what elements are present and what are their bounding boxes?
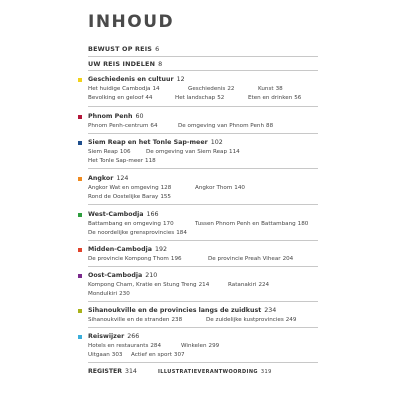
chapter-title: Sihanoukville en de provincies langs de zuidkust 234 xyxy=(88,307,277,314)
sub-entry[interactable]: Bevolking en geloof 44 xyxy=(88,95,153,101)
sub-entry[interactable]: Actief en sport 307 xyxy=(131,352,185,358)
chapter-color-marker xyxy=(78,78,82,82)
sub-entry[interactable]: Ratanakiri 224 xyxy=(228,282,270,288)
divider xyxy=(88,133,318,134)
sub-entry[interactable]: Het Tonle Sap-meer 118 xyxy=(88,158,156,164)
register-entry[interactable]: REGISTER 314 xyxy=(88,368,137,375)
sub-entry[interactable]: De provincie Preah Vihear 204 xyxy=(208,256,294,262)
sub-entry[interactable]: Eten en drinken 56 xyxy=(248,95,302,101)
toc-entry-bewust-op-reis[interactable] xyxy=(88,45,159,53)
chapter-title: West-Cambodja 166 xyxy=(88,211,159,218)
chapter-title: Geschiedenis en cultuur 12 xyxy=(88,76,185,83)
toc-entry-uw-reis-indelen[interactable] xyxy=(88,60,162,68)
divider xyxy=(88,106,318,107)
chapter-title: Siem Reap en het Tonle Sap-meer 102 xyxy=(88,139,223,146)
chapter-color-marker xyxy=(78,141,82,145)
chapter-color-marker xyxy=(78,177,82,181)
entry-page: 8 xyxy=(158,60,163,68)
divider xyxy=(88,56,318,57)
sub-entry[interactable]: De provincie Kompong Thom 196 xyxy=(88,256,182,262)
sub-entry[interactable]: Het huidige Cambodja 14 xyxy=(88,86,160,92)
sub-entry[interactable]: Kunst 38 xyxy=(258,86,283,92)
chapter-title: Phnom Penh 60 xyxy=(88,113,144,120)
sub-entry[interactable]: Mondulkiri 230 xyxy=(88,291,130,297)
divider xyxy=(88,362,318,363)
chapter-title: Midden-Cambodja 192 xyxy=(88,246,168,253)
chapter-color-marker xyxy=(78,213,82,217)
divider xyxy=(88,168,318,169)
sub-entry[interactable]: Sihanoukville en de stranden 238 xyxy=(88,317,183,323)
chapter-color-marker xyxy=(78,248,82,252)
chapter-title: Oost-Cambodja 210 xyxy=(88,272,158,279)
footer-entries xyxy=(88,368,272,375)
entry-label: UW REIS INDELEN xyxy=(88,60,156,68)
sub-entry[interactable]: Het landschap 52 xyxy=(175,95,225,101)
sub-entry[interactable]: Phnom Penh-centrum 64 xyxy=(88,123,158,129)
chapter-color-marker xyxy=(78,309,82,313)
chapter-title: Reiswijzer 266 xyxy=(88,333,140,340)
sub-entry[interactable]: Hotels en restaurants 284 xyxy=(88,343,162,349)
sub-entry[interactable]: Winkelen 299 xyxy=(181,343,220,349)
sub-entry[interactable]: Geschiedenis 22 xyxy=(188,86,235,92)
entry-page: 6 xyxy=(155,45,160,53)
chapter-color-marker xyxy=(78,335,82,339)
chapter-color-marker xyxy=(78,115,82,119)
divider xyxy=(88,70,318,71)
sub-entry[interactable]: Angkor Thom 140 xyxy=(195,185,245,191)
sub-entry[interactable]: De zuidelijke kustprovincies 249 xyxy=(206,317,297,323)
credits-entry[interactable]: ILLUSTRATIEVERANTWOORDING 319 xyxy=(158,368,272,375)
divider xyxy=(88,301,318,302)
sub-entry[interactable]: De noordelijke grensprovincies 184 xyxy=(88,230,187,236)
divider xyxy=(88,240,318,241)
sub-entry[interactable]: Angkor Wat en omgeving 128 xyxy=(88,185,172,191)
sub-entry[interactable]: Rond de Oostelijke Baray 155 xyxy=(88,194,171,200)
chapter-color-marker xyxy=(78,274,82,278)
divider xyxy=(88,327,318,328)
chapter-title: Angkor 124 xyxy=(88,175,129,182)
sub-entry[interactable]: Battambang en omgeving 170 xyxy=(88,221,174,227)
sub-entry[interactable]: Tussen Phnom Penh en Battambang 180 xyxy=(195,221,309,227)
page-title: INHOUD xyxy=(88,12,175,32)
sub-entry[interactable]: Uitgaan 303 xyxy=(88,352,123,358)
sub-entry[interactable]: De omgeving van Siem Reap 114 xyxy=(146,149,240,155)
divider xyxy=(88,204,318,205)
divider xyxy=(88,266,318,267)
sub-entry[interactable]: Siem Reap 106 xyxy=(88,149,131,155)
entry-label: BEWUST OP REIS xyxy=(88,45,153,53)
sub-entry[interactable]: De omgeving van Phnom Penh 88 xyxy=(178,123,274,129)
sub-entry[interactable]: Kompong Cham, Kratie en Stung Treng 214 xyxy=(88,282,210,288)
